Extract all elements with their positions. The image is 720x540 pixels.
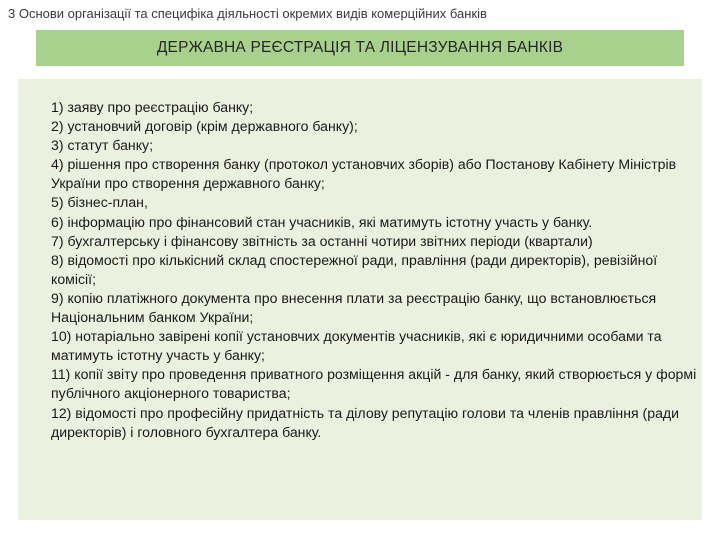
- list-item: 2) установчий договір (крім державного банку);: [51, 118, 358, 135]
- banner-title: ДЕРЖАВНА РЕЄСТРАЦІЯ ТА ЛІЦЕНЗУВАННЯ БАНКІВ: [156, 39, 564, 56]
- list-item: 7) бухгалтерську і фінансову звітність за останні чотири звітних періоди (квартали): [51, 232, 593, 249]
- list-item: 10) нотаріально завірені копії установчих документів учасників, які є юридичними особами та матимуть істотну участь у банку;: [51, 328, 662, 364]
- list-item: 6) інформацію про фінансовий стан учасників, які матимуть істотну участь у банку.: [51, 213, 593, 230]
- list-item: 8) відомості про кількісний склад спостережної ради, правління (ради директорів), ревізійної комісії;: [51, 251, 658, 287]
- list-item: 5) бізнес-план,: [51, 194, 148, 211]
- list-item: 12) відомості про професійну придатність та ділову репутацію голови та членів правління (ради директорів) і головного бухгалтера банку.: [51, 404, 680, 440]
- list-item: 11) копії звіту про проведення приватного розміщення акцій - для банку, який створюється у формі публічного акціонерного товариства;: [51, 366, 697, 402]
- section-title: 3 Основи організації та специфіка діяльності окремих видів комерційних банків: [8, 6, 487, 21]
- list-item: 4) рішення про створення банку (протокол установчих зборів) або Постанову Кабінету Міністрів України про створення державного банку;: [51, 156, 677, 192]
- list-item: 1) заяву про реєстрацію банку;: [51, 99, 254, 115]
- list-item: 3) статут банку;: [51, 137, 154, 154]
- document-list: [51, 98, 701, 442]
- list-item: 9) копію платіжного документа про внесення плати за реєстрацію банку, що встановлюється Національним банком України;: [51, 289, 657, 326]
- title-banner: [36, 30, 684, 66]
